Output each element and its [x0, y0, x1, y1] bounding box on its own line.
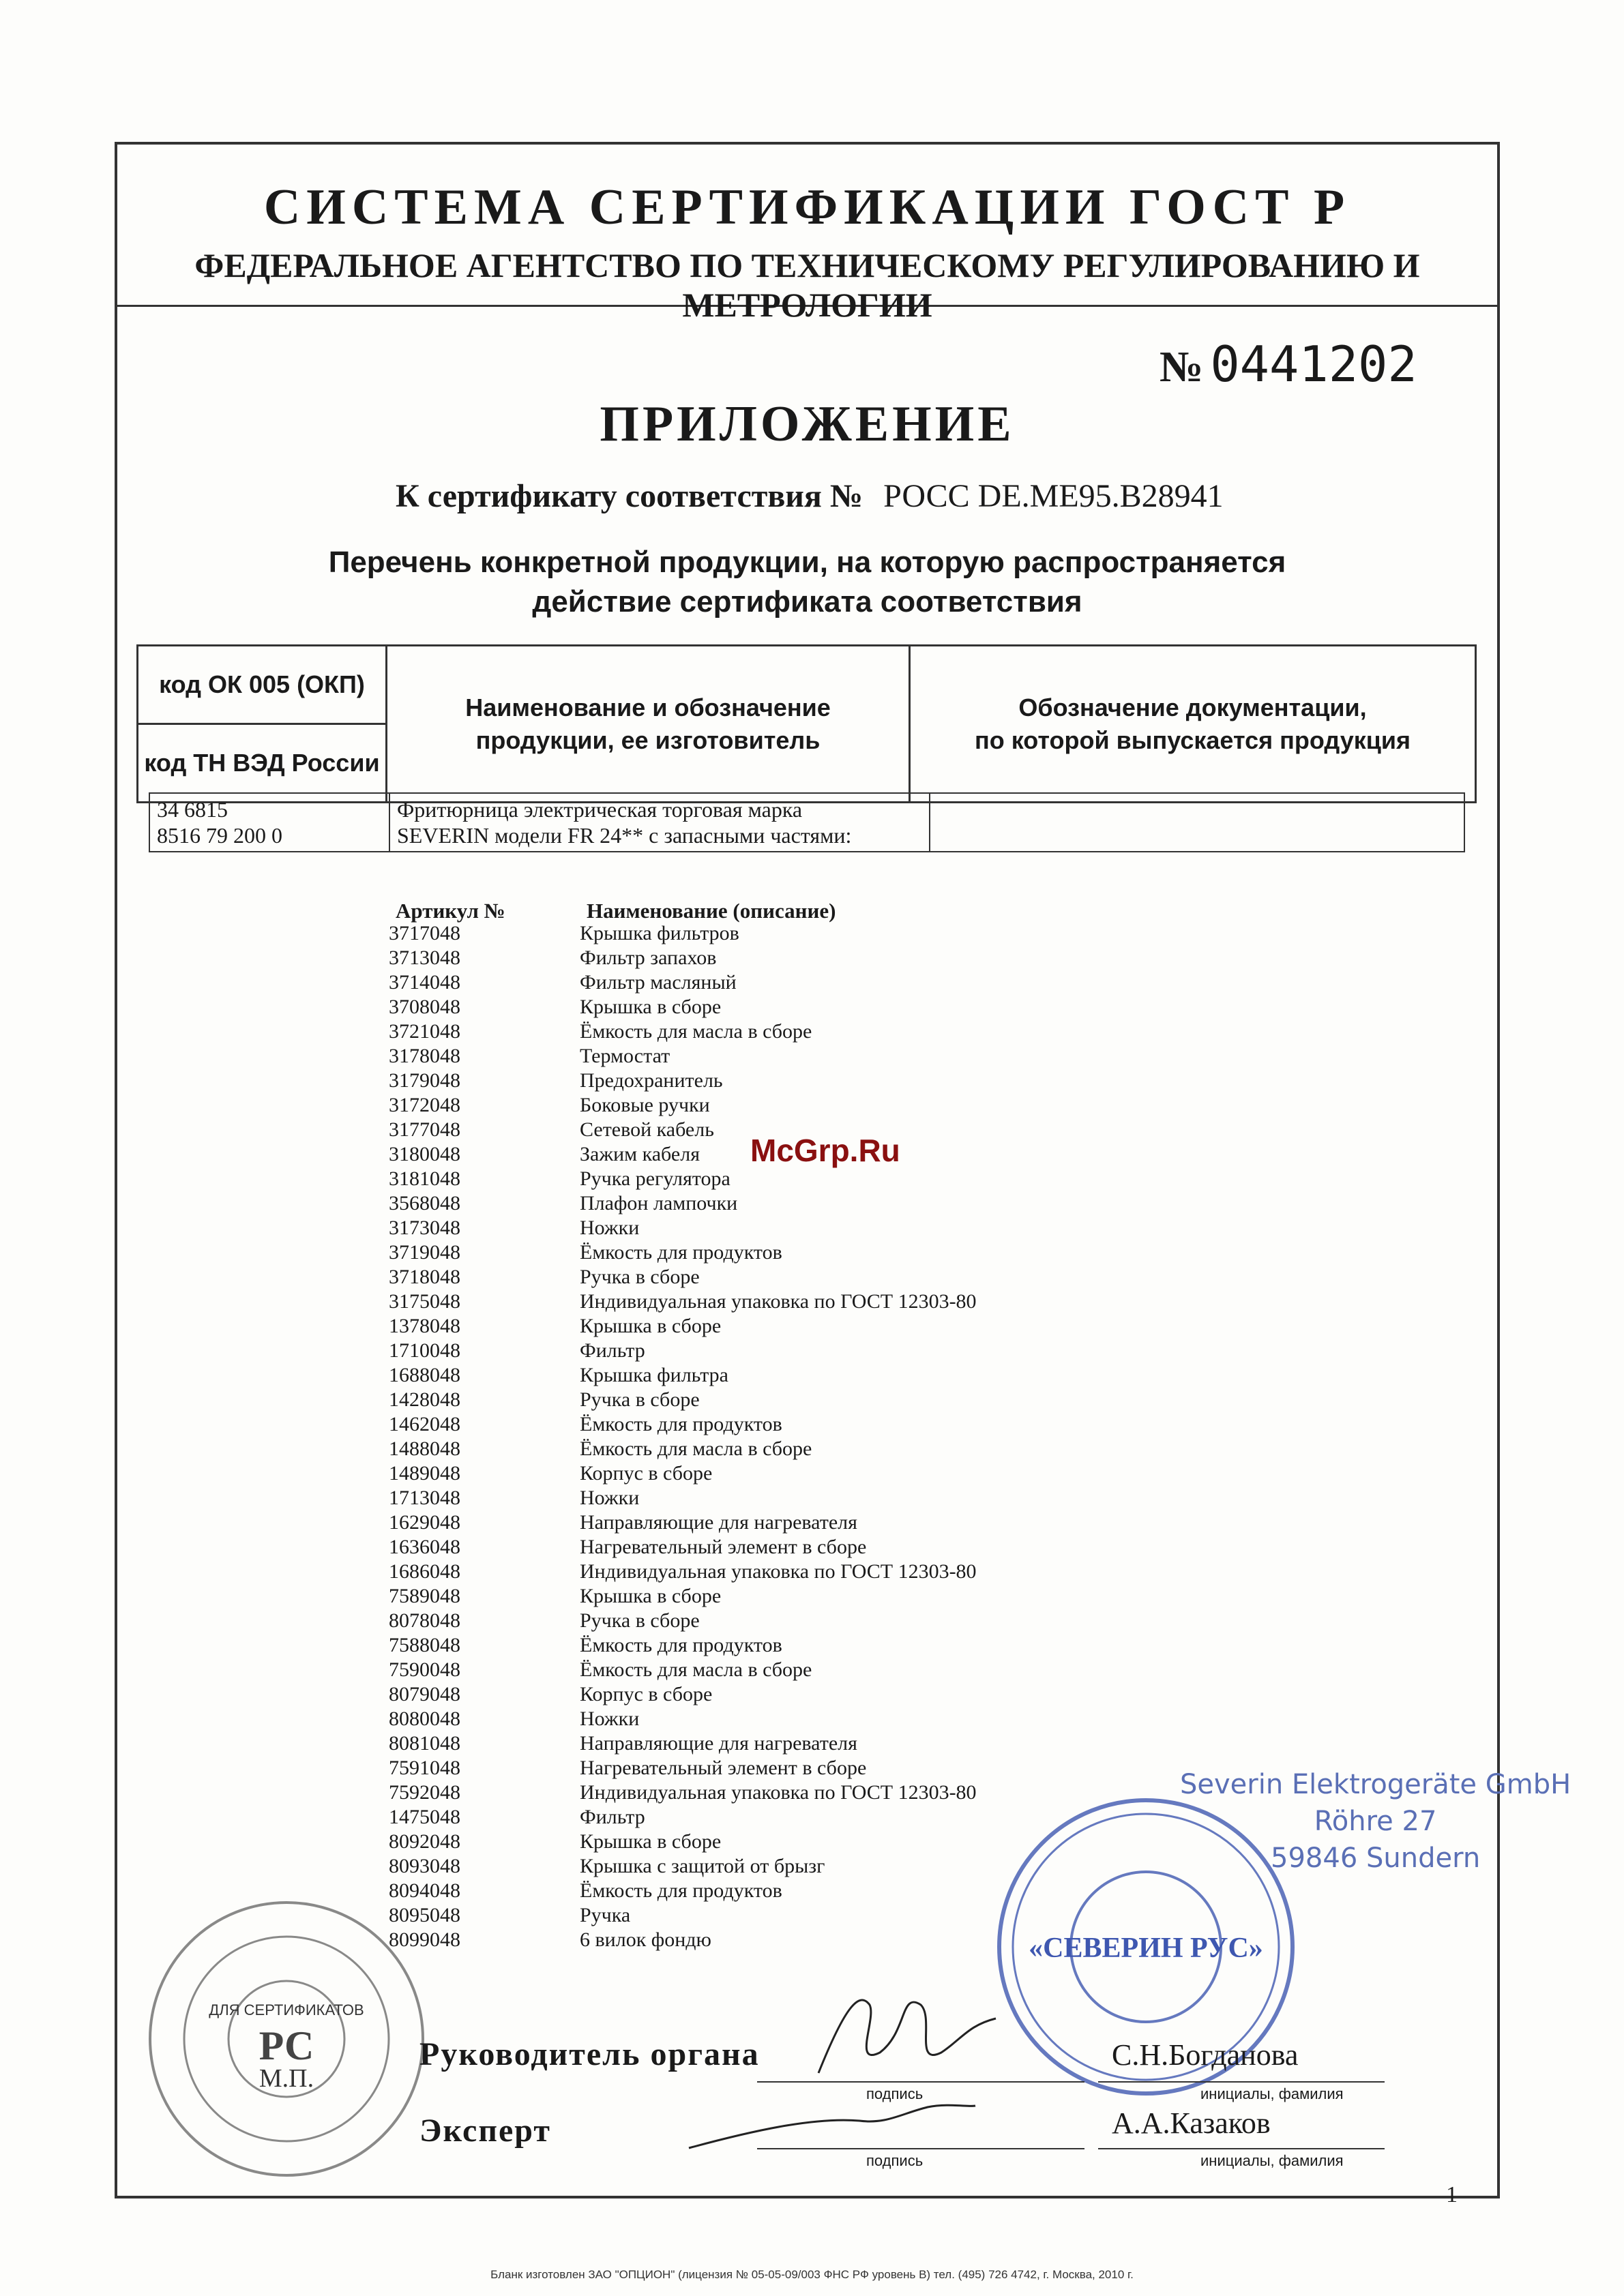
part-name: Предохранитель [580, 1069, 723, 1092]
part-code: 3175048 [389, 1290, 460, 1313]
part-code: 1713048 [389, 1487, 460, 1509]
description-header: Наименование (описание) [587, 899, 836, 923]
part-name: Крышка с защитой от брызг [580, 1855, 825, 1877]
head-name-line [1098, 2081, 1385, 2083]
system-title: СИСТЕМА СЕРТИФИКАЦИИ ГОСТ Р [263, 179, 1351, 235]
head-name-caption: инициалы, фамилия [1200, 2085, 1344, 2102]
rst-logo-icon: РС [259, 2023, 314, 2068]
part-code: 8092048 [389, 1830, 460, 1853]
col1-bottom-header: код ТН ВЭД России [138, 724, 387, 803]
product-doc-cell [930, 793, 1464, 852]
certificate-value: РОСС DE.ME95.B28941 [883, 478, 1224, 514]
form-number [1160, 336, 1417, 393]
part-code: 1428048 [389, 1388, 460, 1411]
part-name: Фильтр [580, 1339, 645, 1362]
appendix-title: ПРИЛОЖЕНИЕ [600, 396, 1015, 452]
part-name: Крышка в сборе [580, 1830, 722, 1853]
expert-name-line [1098, 2148, 1385, 2149]
part-code: 3177048 [389, 1118, 460, 1141]
part-code: 1686048 [389, 1560, 460, 1583]
part-name: Крышка в сборе [580, 1315, 722, 1337]
part-name: Крышка фильтров [580, 922, 739, 944]
subtitle-line-2: действие сертификата соответствия [532, 585, 1082, 618]
part-name: Зажим кабеля [580, 1143, 700, 1165]
part-name: Направляющие для нагревателя [580, 1511, 857, 1534]
part-code: 1475048 [389, 1806, 460, 1828]
part-code: 1629048 [389, 1511, 460, 1534]
part-code: 8093048 [389, 1855, 460, 1877]
part-code: 1378048 [389, 1315, 460, 1337]
part-name: Ёмкость для масла в сборе [580, 1437, 812, 1460]
header-table [136, 644, 1477, 803]
part-code: 3180048 [389, 1143, 460, 1165]
agency-title: ФЕДЕРАЛЬНОЕ АГЕНТСТВО ПО ТЕХНИЧЕСКОМУ РЕГУЛИРОВАНИЮ И МЕТРОЛОГИИ [194, 246, 1420, 324]
part-code: 1636048 [389, 1536, 460, 1558]
printer-note: Бланк изготовлен ЗАО "ОПЦИОН" (лицензия № 05-05-09/003 ФНС РФ уровень В) тел. (495) 726 4742, г. Москва, 2010 г. [490, 2268, 1134, 2281]
part-code: 1488048 [389, 1437, 460, 1460]
part-name: Фильтр [580, 1806, 645, 1828]
part-code: 3178048 [389, 1045, 460, 1067]
part-code: 7588048 [389, 1634, 460, 1656]
part-name: Ножки [580, 1217, 640, 1239]
part-name: Крышка фильтра [580, 1364, 728, 1386]
col2-header-line1: Наименование и обозначение [465, 693, 831, 721]
part-name: Ручка в сборе [580, 1609, 700, 1632]
company-street: Röhre 27 [1314, 1806, 1437, 1837]
part-code: 8081048 [389, 1732, 460, 1755]
product-name-line2: SEVERIN модели FR 24** с запасными частями: [397, 823, 852, 848]
watermark: McGrp.Ru [750, 1133, 900, 1168]
product-name-cell [389, 793, 930, 852]
head-signature-caption: подпись [866, 2085, 924, 2102]
product-code-tnved: 8516 79 200 0 [157, 823, 282, 848]
product-row [149, 792, 1465, 852]
part-code: 8080048 [389, 1708, 460, 1730]
part-name: Индивидуальная упаковка по ГОСТ 12303-80 [580, 1560, 977, 1583]
part-name: Нагревательный элемент в сборе [580, 1536, 867, 1558]
company-name: Severin Elektrogeräte GmbH [1180, 1769, 1571, 1800]
expert-signature-caption: подпись [866, 2152, 924, 2169]
certificate-label: К сертификату соответствия № [396, 478, 863, 514]
part-code: 7591048 [389, 1757, 460, 1779]
part-name: Термостат [580, 1045, 670, 1067]
part-name: Фильтр запахов [580, 946, 717, 969]
certificate-line [396, 477, 1224, 515]
part-code: 3181048 [389, 1167, 460, 1190]
col3-header-line2: по которой выпускается продукция [974, 726, 1411, 754]
part-code: 3717048 [389, 922, 460, 944]
part-code: 3172048 [389, 1094, 460, 1116]
part-name: Ёмкость для продуктов [580, 1879, 782, 1902]
col2-header-line2: продукции, ее изготовитель [475, 726, 821, 754]
part-name: Фильтр масляный [580, 971, 737, 994]
part-name: Ёмкость для продуктов [580, 1241, 782, 1264]
subtitle-line-1: Перечень конкретной продукции, на которую распространяется [328, 546, 1286, 579]
part-code: 3714048 [389, 971, 460, 994]
part-code: 8095048 [389, 1904, 460, 1926]
head-label: Руководитель органа [419, 2036, 760, 2072]
part-name: Ёмкость для продуктов [580, 1413, 782, 1435]
page-number: 1 [1446, 2182, 1458, 2207]
number-label: № [1160, 342, 1204, 391]
part-name: Ручка [580, 1904, 631, 1926]
head-name: С.Н.Богданова [1112, 2038, 1299, 2072]
article-header: Артикул № [396, 899, 505, 923]
part-name: Нагревательный элемент в сборе [580, 1757, 867, 1779]
company-city: 59846 Sundern [1271, 1843, 1481, 1874]
part-name: Ёмкость для масла в сборе [580, 1658, 812, 1681]
expert-name-caption: инициалы, фамилия [1200, 2152, 1344, 2169]
part-code: 8078048 [389, 1609, 460, 1632]
part-code: 3179048 [389, 1069, 460, 1092]
part-code: 8079048 [389, 1683, 460, 1705]
col1-top-header: код ОК 005 (ОКП) [138, 646, 387, 724]
part-name: Индивидуальная упаковка по ГОСТ 12303-80 [580, 1290, 977, 1313]
part-name: Ножки [580, 1708, 640, 1730]
part-name: Ручка регулятора [580, 1167, 730, 1190]
part-name: Ножки [580, 1487, 640, 1509]
stamp-left-mp: М.П. [259, 2064, 314, 2093]
part-name: Крышка в сборе [580, 1585, 722, 1607]
part-name: Сетевой кабель [580, 1118, 714, 1141]
col3-header-line1: Обозначение документации, [1018, 693, 1367, 721]
product-codes-cell [149, 793, 389, 852]
stamp-left-center-text: ДЛЯ СЕРТИФИКАТОВ [209, 2001, 364, 2018]
part-name: Ёмкость для продуктов [580, 1634, 782, 1656]
stamp-center-text: «СЕВЕРИН РУС» [1029, 1933, 1263, 1964]
product-code-okp: 34 6815 [157, 797, 228, 822]
part-code: 7590048 [389, 1658, 460, 1681]
expert-name: А.А.Казаков [1112, 2106, 1271, 2140]
col3-header [910, 646, 1476, 803]
part-code: 1462048 [389, 1413, 460, 1435]
expert-signature-icon [682, 2093, 982, 2155]
part-name: Плафон лампочки [580, 1192, 738, 1214]
part-name: Корпус в сборе [580, 1683, 713, 1705]
part-name: Корпус в сборе [580, 1462, 713, 1485]
part-code: 1688048 [389, 1364, 460, 1386]
part-code: 3713048 [389, 946, 460, 969]
col2-header [387, 646, 910, 803]
part-code: 1489048 [389, 1462, 460, 1485]
part-name: Направляющие для нагревателя [580, 1732, 857, 1755]
part-name: Ручка в сборе [580, 1388, 700, 1411]
part-code: 8099048 [389, 1928, 460, 1951]
part-name: Ёмкость для масла в сборе [580, 1020, 812, 1043]
part-code: 3708048 [389, 996, 460, 1018]
part-code: 1710048 [389, 1339, 460, 1362]
expert-label: Эксперт [419, 2113, 551, 2149]
part-code: 7589048 [389, 1585, 460, 1607]
certification-body-stamp [136, 1896, 437, 2182]
part-name: Ручка в сборе [580, 1266, 700, 1288]
part-code: 3173048 [389, 1217, 460, 1239]
number-value: 0441202 [1210, 336, 1417, 393]
part-code: 7592048 [389, 1781, 460, 1804]
part-code: 3718048 [389, 1266, 460, 1288]
part-code: 3568048 [389, 1192, 460, 1214]
part-name: Боковые ручки [580, 1094, 710, 1116]
product-name-line1: Фритюрница электрическая торговая марка [397, 797, 803, 822]
part-name: Крышка в сборе [580, 996, 722, 1018]
part-code: 3721048 [389, 1020, 460, 1043]
part-code: 8094048 [389, 1879, 460, 1902]
part-name: 6 вилок фондю [580, 1928, 711, 1951]
part-name: Индивидуальная упаковка по ГОСТ 12303-80 [580, 1781, 977, 1804]
part-code: 3719048 [389, 1241, 460, 1264]
head-signature-icon [805, 1978, 1009, 2087]
